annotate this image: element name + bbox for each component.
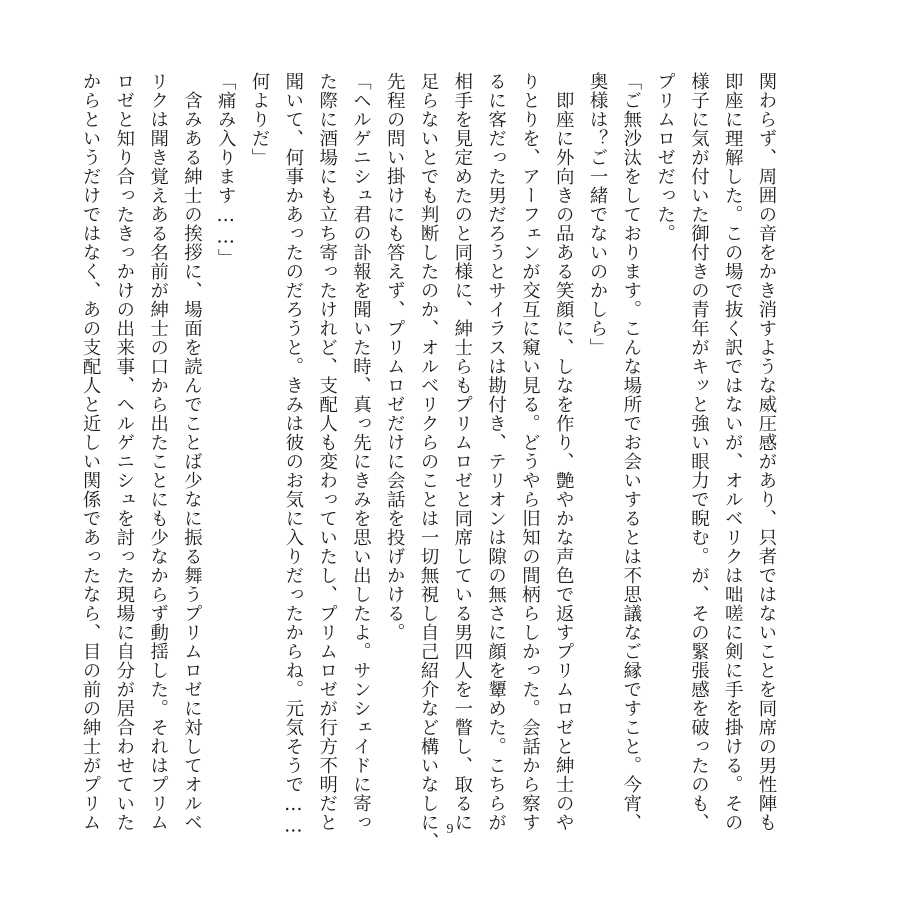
- text-line: 相手を見定めたのと同様に、紳士らもプリムロゼと同席している男四人を一瞥し、取るに: [451, 72, 473, 832]
- text-line: ロゼと知り合ったきっかけの出来事、ヘルゲニシュを討った現場に自分が居合わせていた: [113, 72, 135, 832]
- text-line: 「ヘルゲニシュ君の訃報を聞いた時、真っ先にきみを思い出したよ。サンシェイドに寄っ: [350, 72, 372, 832]
- text-line: 何よりだ」: [249, 72, 271, 167]
- text-line: リクは聞き覚えある名前が紳士の口から出たことにも少なからず動揺した。それはプリム: [147, 72, 169, 832]
- body-text: [73, 72, 783, 851]
- text-line: からというだけではなく、あの支配人と近しい関係であったなら、目の前の紳士がプリム: [80, 72, 102, 832]
- text-line: 「ご無沙汰をしております。こんな場所でお会いするとは不思議なご縁ですこと。今宵、: [620, 72, 642, 832]
- text-line: 聞いて、何事かあったのだろうと。きみは彼のお気に入りだったからね。元気そうで……: [282, 72, 304, 838]
- text-line: りとりを、アーフェンが交互に窺い見る。どうやら旧知の間柄らしかった。会話から察す: [519, 72, 541, 832]
- text-line: 奥様は？ご一緒でないのかしら」: [587, 72, 609, 357]
- text-line: 「痛み入ります……」: [215, 72, 237, 268]
- text-line: 様子に気が付いた御付きの青年がキッと強い眼力で睨む。が、その緊張感を破ったのも、: [688, 72, 710, 832]
- text-line: 関わらず、周囲の音をかき消すような威圧感があり、只者ではないことを同席の男性陣も: [756, 72, 777, 832]
- text-line: るに客だった男だろうとサイラスは勘付き、テリオンは隙の無さに顔を顰めた。こちらが: [485, 72, 507, 832]
- text-line: 足らないとでも判断したのか、オルベリクらのことは一切無視し自己紹介など構いなしに、: [418, 72, 440, 851]
- text-line: プリムロゼだった。: [654, 72, 676, 243]
- text-line: 即座に外向きの品ある笑顔に、しなを作り、艶やかな声色で返すプリムロゼと紳士のや: [553, 72, 575, 832]
- text-line: た際に酒場にも立ち寄ったけれど、支配人も変わっていたし、プリムロゼが行方不明だと: [316, 72, 338, 832]
- text-line: 含みある紳士の挨拶に、場面を読んでことば少なに振る舞うプリムロゼに対してオルベ: [181, 72, 203, 832]
- text-line: 即座に理解した。この場で抜く訳ではないが、オルベリクは咄嗟に剣に手を掛ける。その: [722, 72, 744, 832]
- text-line: 先程の問い掛けにも答えず、プリムロゼだけに会話を投げかける。: [384, 72, 406, 642]
- page-number: 9: [446, 822, 454, 837]
